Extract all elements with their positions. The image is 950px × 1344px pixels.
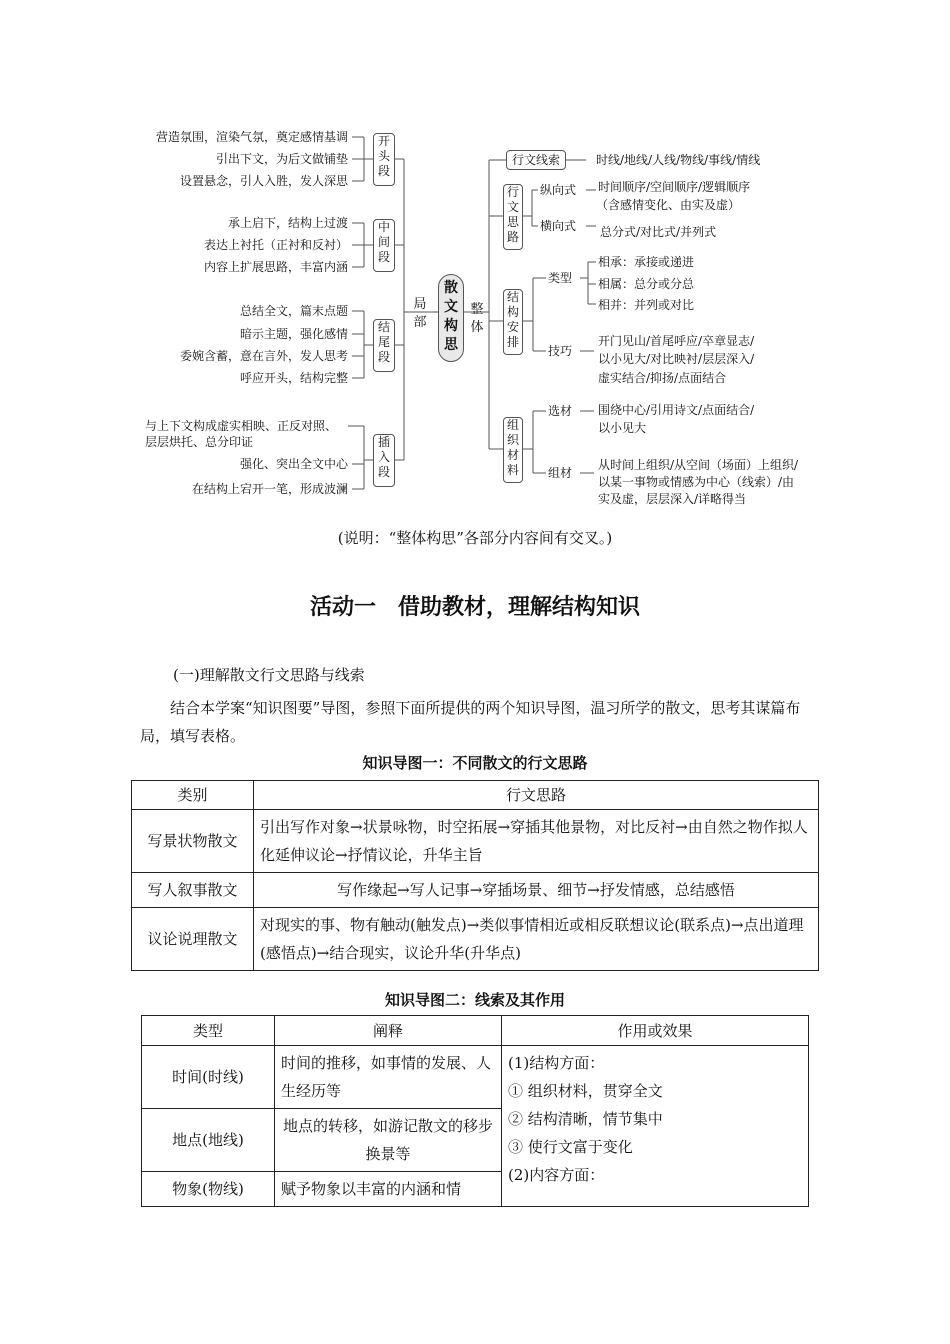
clue-box: 行文线索 (506, 150, 566, 170)
vertical-text-2: （含感情变化、由实及虚） (596, 198, 741, 212)
effect-line-4: ③ 使行文富于变化 (508, 1138, 633, 1156)
middle-item-1: 承上启下，结构上过渡 (227, 216, 348, 230)
table2-row2-type: 地点(地线) (142, 1109, 275, 1172)
table1-row2-path: 写作缘起→写人记事→穿插场景、细节→抒发情感，总结感悟 (254, 873, 819, 908)
skill-label: 技巧 (548, 344, 573, 358)
insert-item-1a: 与上下文构成虚实相映、正反对照、 (145, 419, 338, 433)
opening-item-2: 引出下文，为后文做铺垫 (215, 152, 348, 166)
material-box: 组 织 材 料 (503, 417, 523, 483)
type-item-2: 相属：总分或分总 (598, 277, 695, 291)
diagram-note: (说明：“整体构思”各部分内容间有交叉。) (337, 529, 613, 547)
type-item-3: 相并：并列或对比 (598, 298, 695, 312)
effect-line-3: ② 结构清晰，情节集中 (508, 1110, 663, 1128)
table-row (132, 873, 819, 908)
table2-header-explain: 阐释 (275, 1016, 502, 1046)
clue-text: 时线/地线/人线/物线/事线/情线 (596, 153, 761, 167)
horizontal-label: 横向式 (540, 219, 577, 233)
insert-box: 插 入 段 (373, 434, 395, 487)
table-row (132, 810, 819, 873)
table2 (141, 1015, 809, 1207)
table1 (131, 780, 819, 971)
table1-row2-type: 写人叙事散文 (132, 873, 254, 908)
table1-header-path: 行文思路 (254, 781, 819, 810)
table1-row1-type: 写景状物散文 (132, 810, 254, 873)
table2-header-type: 类型 (142, 1016, 275, 1046)
table2-row3-explain: 赋予物象以丰富的内涵和情 (275, 1172, 502, 1207)
middle-item-2: 表达上衬托（正衬和反衬） (203, 238, 348, 252)
insert-item-3: 在结构上宕开一笔，形成波澜 (191, 482, 348, 496)
insert-item-2: 强化、突出全文中心 (239, 457, 348, 471)
select-text-2: 以小见大 (598, 421, 647, 435)
section-heading: (一)理解散文行文思路与线索 (173, 666, 365, 684)
table1-row3-path: 对现实的事、物有触动(触发点)→类似事情相近或相反联想议论(联系点)→点出道理(感悟点)→结合现实，议论升华(升华点) (254, 908, 819, 971)
local-label: 局 部 (413, 297, 427, 330)
opening-item-3: 设置悬念，引人入胜，发人深思 (179, 174, 348, 188)
activity-title: 活动一 借助教材，理解结构知识 (309, 595, 640, 620)
insert-item-1b: 层层烘托、总分印证 (145, 435, 254, 449)
whole-label: 整 体 (470, 302, 484, 335)
table2-row1-type: 时间(时线) (142, 1046, 275, 1109)
opening-item-1: 营造氛围，渲染气氛，奠定感情基调 (155, 130, 348, 144)
select-text-1: 围绕中心/引用诗文/点面结合/ (598, 403, 755, 417)
ending-item-1: 总结全文，篇末点题 (239, 304, 348, 318)
middle-box: 中 间 段 (373, 219, 395, 272)
horizontal-text: 总分式/对比式/并列式 (600, 225, 717, 239)
table2-row1-explain: 时间的推移，如事情的发展、人生经历等 (275, 1046, 502, 1109)
structure-box: 结 构 安 排 (503, 289, 523, 355)
table1-row1-path: 引出写作对象→状景咏物，时空拓展→穿插其他景物，对比反衬→由自然之物作拟人化延伸议论→抒情议论，升华主旨 (254, 810, 819, 873)
effect-line-1: (1)结构方面： (508, 1054, 605, 1072)
ending-item-2: 暗示主题，强化感情 (239, 327, 348, 341)
vertical-text-1: 时间顺序/空间顺序/逻辑顺序 (598, 180, 751, 194)
table2-caption: 知识导图二：线索及其作用 (384, 991, 565, 1009)
organize-label: 组材 (548, 466, 573, 480)
type-label: 类型 (548, 271, 573, 285)
table2-header-effect: 作用或效果 (502, 1016, 809, 1046)
vertical-label: 纵向式 (540, 183, 577, 197)
table1-header-type: 类别 (132, 781, 254, 810)
table2-row2-explain: 地点的转移，如游记散文的移步换景等 (275, 1109, 502, 1172)
opening-box: 开 头 段 (373, 133, 395, 186)
effect-line-5: (2)内容方面： (508, 1166, 605, 1184)
table2-row3-type: 物象(物线) (142, 1172, 275, 1207)
ending-item-4: 呼应开头，结构完整 (239, 371, 348, 385)
effect-line-2: ① 组织材料，贯穿全文 (508, 1082, 663, 1100)
table1-row3-type: 议论说理散文 (132, 908, 254, 971)
skill-text-1: 开门见山/首尾呼应/卒章显志/ (598, 334, 755, 348)
instruction-paragraph: 结合本学案“知识图要”导图，参照下面所提供的两个知识导图，温习所学的散文，思考其谋篇布局，填写表格。 (140, 699, 801, 745)
organize-text-1: 从时间上组织/从空间（场面）上组织/ (598, 458, 799, 472)
table-row (142, 1046, 809, 1109)
select-label: 选材 (548, 404, 573, 418)
path-box: 行 文 思 路 (503, 184, 523, 250)
ending-item-3: 委婉含蓄，意在言外，发人思考 (179, 349, 348, 363)
ending-box: 结 尾 段 (373, 319, 395, 372)
skill-text-3: 虚实结合/抑扬/点面结合 (598, 371, 727, 385)
middle-item-3: 内容上扩展思路，丰富内涵 (203, 260, 348, 274)
organize-text-3: 实及虚，层层深入/详略得当 (598, 492, 747, 506)
table-row (132, 908, 819, 971)
type-item-1: 相承：承接或递进 (598, 255, 695, 269)
central-node: 散 文 构 思 (438, 274, 464, 362)
skill-text-2: 以小见大/对比映衬/层层深入/ (598, 352, 755, 366)
organize-text-2: 以某一事物或情感为中心（线索）/由 (598, 475, 795, 489)
table1-caption: 知识导图一：不同散文的行文思路 (362, 754, 588, 772)
table2-effects (502, 1046, 809, 1207)
